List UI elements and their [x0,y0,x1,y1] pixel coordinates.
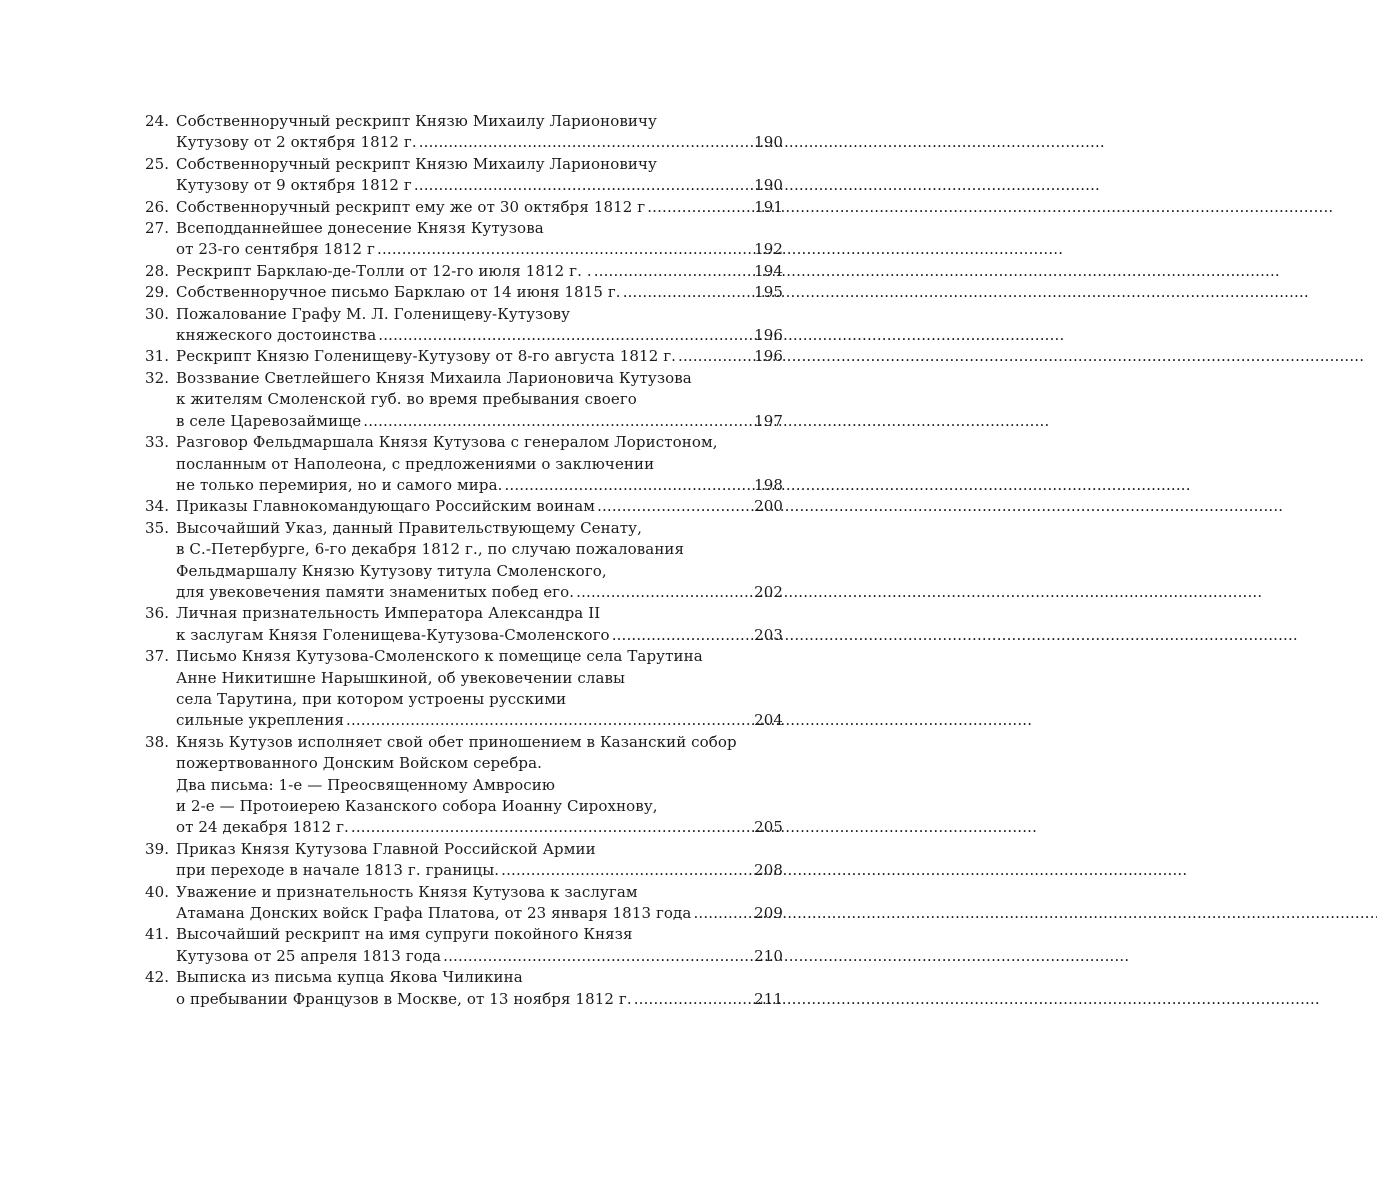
entry-last-line [176,325,783,346]
toc-entry [145,218,783,261]
entry-number: 25. [145,154,170,173]
page-number: 203 [754,625,783,644]
entry-title-line: к заслугам Князя Голенищева-Кутузова-Смоленского [176,625,610,644]
entry-last-line [176,261,783,282]
entry-number: 34. [145,497,170,516]
entry-number: 27. [145,219,170,238]
entry-title-line: в С.-Петербурге, 6-го декабря 1812 г., по случаю пожалования [176,540,685,559]
entry-title-line: Личная признательность Императора Александра II [176,604,601,623]
entry-last-line [176,411,783,432]
entry-title-line: княжеского достоинства [176,326,377,345]
entry-title-line: Приказ Князя Кутузова Главной Российской Армии [176,839,596,858]
dot-leader [499,860,754,881]
entry-title-line: Кутузову от 2 октября 1812 г. [176,133,417,152]
page-number: 205 [754,818,783,837]
entry-number: 26. [145,197,170,216]
toc-entry [145,839,783,882]
entry-title-line: Собственноручный рескрипт Князю Михаилу Ларионовичу [176,112,657,130]
dot-leader [349,817,754,838]
dot-leader [344,710,754,731]
page-number: 192 [754,240,783,259]
entry-title-line: Воззвание Светлейшего Князя Михаила Ларионовича Кутузова [176,368,692,387]
entry-title-line: Собственноручное письмо Барклаю от 14 июня 1815 г. [176,283,621,302]
page-number: 194 [754,261,783,280]
entry-title-line: Фельдмаршалу Князю Кутузову титула Смоленского, [176,561,607,580]
entry-title-line: Рескрипт Князю Голенищеву-Кутузову от 8-го августа 1812 г. [176,347,677,366]
entry-title-line: не только перемирия, но и самого мира. [176,475,503,494]
dot-leader [645,197,754,218]
entry-number: 41. [145,925,170,944]
entry-last-line [176,989,783,1010]
entry-title-line: Два письма: 1-е — Преосвященному Амвросию [176,775,556,794]
page-number: 196 [754,347,783,366]
entry-number: 30. [145,304,170,323]
toc-entry [145,368,783,432]
entry-title-line: пожертвованного Донским Войском серебра. [176,754,542,773]
entry-title-line: от 23-го сентября 1812 г [176,240,376,259]
dot-leader [375,239,754,260]
page-number: 197 [754,411,783,430]
toc-entry [145,432,783,496]
toc-entry [145,346,783,367]
entry-title-line: Атамана Донских войск Графа Платова, от 23 января 1813 года [176,904,692,923]
entry-last-line [176,197,783,218]
entry-number: 36. [145,604,170,623]
entry-title-line: Высочайший рескрипт на имя супруги покойного Князя [176,925,633,944]
entry-title-line: Разговор Фельдмаршала Князя Кутузова с генералом Лористоном, [176,433,718,452]
entry-title-line: Всеподданнейшее донесение Князя Кутузова [176,219,544,238]
entry-title-line: от 24 декабря 1812 г. [176,818,349,837]
entry-title-line: о пребывании Французов в Москве, от 13 ноября 1812 г. [176,989,632,1008]
entry-last-line [176,175,783,196]
dot-leader [441,946,754,967]
dot-leader [676,346,754,367]
entry-title-line: Собственноручный рескрипт Князю Михаилу Ларионовичу [176,154,657,173]
toc-entry [145,496,783,517]
entry-number: 29. [145,283,170,302]
page-number: 191 [754,197,783,216]
page-number: 211 [754,989,783,1008]
entry-title-line: в селе Царевозаймище [176,411,362,430]
entry-title-line: сильные укрепления [176,711,345,730]
entry-last-line [176,710,783,731]
page-number: 209 [754,904,783,923]
toc-entry [145,261,783,282]
entry-title-line: Уважение и признательность Князя Кутузова к заслугам [176,882,638,901]
page-number: 195 [754,283,783,302]
entry-title-line: для увековечения памяти знаменитых побед его. [176,582,575,601]
toc-entry [145,518,783,604]
entry-title-line: и 2-е — Протоиерею Казанского собора Иоанну Сирохнову, [176,797,658,815]
entry-last-line [176,475,783,496]
dot-leader [592,261,754,282]
toc-entry [145,304,783,347]
entry-title-line: к жителям Смоленской губ. во время пребывания своего [176,390,637,409]
page-number: 196 [754,326,783,345]
entry-title-line: Рескрипт Барклаю-де-Толли от 12-го июля 1812 г. . [176,261,592,280]
entry-title-line: Анне Никитишне Нарышкиной, об увековечении славы [176,668,626,687]
dot-leader [361,411,754,432]
entry-last-line [176,817,783,838]
entry-last-line [176,625,783,646]
page-number: 210 [754,946,783,965]
entry-number: 39. [145,839,170,858]
page-number: 208 [754,861,783,880]
toc-entry [145,154,783,197]
dot-leader [691,903,754,924]
entry-title-line: Кутузова от 25 апреля 1813 года [176,946,442,965]
entry-title-line: Пожалование Графу М. Л. Голенищеву-Кутузову [176,304,571,323]
dot-leader [376,325,754,346]
toc-entry [145,924,783,967]
entry-title-line: Князь Кутузов исполняет свой обет приношением в Казанский собор [176,732,737,751]
toc-entry [145,967,783,1010]
entry-title-line: Письмо Князя Кутузова-Смоленского к помещице села Тарутина [176,647,703,666]
dot-leader [610,625,754,646]
toc-entry [145,882,783,925]
page-number: 202 [754,582,783,601]
dot-leader [412,175,754,196]
dot-leader [417,132,754,153]
entry-last-line [176,496,783,517]
page-number: 204 [754,711,783,730]
dot-leader [595,496,754,517]
entry-number: 32. [145,368,170,387]
dot-leader [632,989,754,1010]
entry-number: 42. [145,968,170,987]
entry-last-line [176,582,783,603]
entry-last-line [176,903,783,924]
entry-title-line: Собственноручный рескрипт ему же от 30 октября 1812 г [176,197,646,216]
toc-entry [145,603,783,646]
toc-entry [145,197,783,218]
dot-leader [621,282,754,303]
toc-entry [145,111,783,154]
page-number: 200 [754,497,783,516]
entry-number: 28. [145,261,170,280]
dot-leader [574,582,754,603]
entry-last-line [176,239,783,260]
entry-title-line: Выписка из письма купца Якова Чиликина [176,968,523,987]
entry-last-line [176,346,783,367]
entry-title-line: Высочайший Указ, данный Правительствующему Сенату, [176,518,642,537]
toc-entry [145,282,783,303]
page-number: 198 [754,475,783,494]
page-number: 190 [754,133,783,152]
entry-number: 37. [145,647,170,666]
dot-leader [503,475,755,496]
entry-last-line [176,860,783,881]
entry-number: 24. [145,112,170,130]
entry-last-line [176,946,783,967]
entry-number: 33. [145,433,170,452]
entry-number: 35. [145,518,170,537]
entry-title-line: Приказы Главнокомандующаго Российским воинам [176,497,596,516]
entry-number: 40. [145,882,170,901]
entry-last-line [176,132,783,153]
entry-last-line [176,282,783,303]
entry-number: 31. [145,347,170,366]
entry-title-line: села Тарутина, при котором устроены русскими [176,689,567,708]
page-number: 190 [754,176,783,195]
toc-entry [145,732,783,839]
table-of-contents [145,111,783,1010]
entry-title-line: при переходе в начале 1813 г. границы. [176,861,500,880]
entry-number: 38. [145,732,170,751]
entry-title-line: Кутузову от 9 октября 1812 г [176,176,412,195]
entry-title-line: посланным от Наполеона, с предложениями о заключении [176,454,655,473]
toc-entry [145,646,783,732]
